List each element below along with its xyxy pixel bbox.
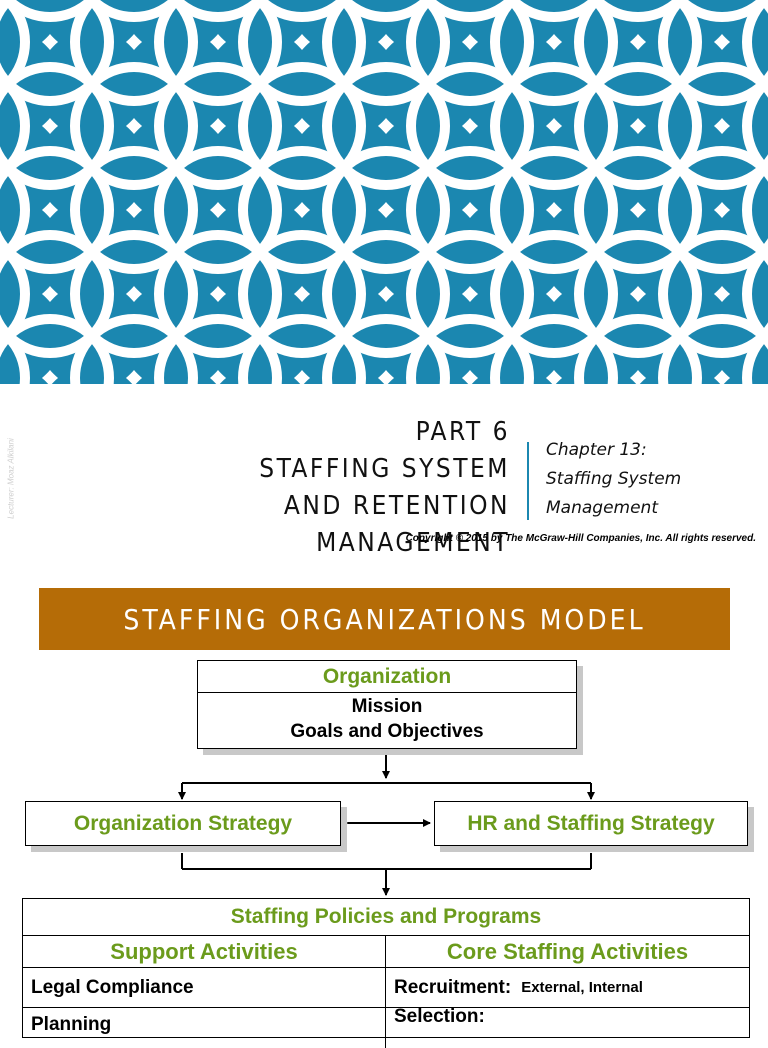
table-header-row bbox=[23, 936, 749, 968]
selection-label: Selection: bbox=[394, 1006, 485, 1027]
recruitment-label: Recruitment: bbox=[394, 976, 512, 998]
support-item-planning: Planning bbox=[23, 1008, 386, 1048]
core-item-selection bbox=[386, 1008, 749, 1048]
core-item-recruitment bbox=[386, 968, 749, 1007]
strategies-to-policies-arrows bbox=[182, 853, 591, 895]
organization-strategy-label: Organization Strategy bbox=[73, 811, 293, 835]
recruitment-detail: External, Internal bbox=[521, 979, 643, 996]
policies-title: Staffing Policies and Programs bbox=[230, 905, 542, 928]
model-title: STAFFING ORGANIZATIONS MODEL bbox=[123, 602, 646, 636]
hr-staffing-strategy-box bbox=[434, 801, 748, 846]
table-title-row bbox=[23, 899, 749, 936]
table-row bbox=[23, 968, 749, 1008]
org-to-strategies-arrows bbox=[182, 755, 591, 799]
goals-label: Goals and Objectives bbox=[290, 721, 484, 742]
chapter-name-line1: Staffing System bbox=[546, 469, 682, 489]
staffing-policies-table bbox=[22, 898, 750, 1038]
chapter-number: Chapter 13: bbox=[546, 440, 647, 460]
organization-strategy-box bbox=[25, 801, 341, 846]
organization-details bbox=[198, 694, 576, 744]
hr-staffing-strategy-label: HR and Staffing Strategy bbox=[467, 811, 715, 835]
support-item-legal: Legal Compliance bbox=[23, 968, 386, 1007]
title-line-staffing: STAFFING SYSTEM bbox=[259, 454, 510, 484]
organization-heading: Organization bbox=[198, 661, 576, 693]
title-line-retention: AND RETENTION MANAGEMENT bbox=[283, 491, 510, 558]
table-row bbox=[23, 1008, 749, 1048]
copyright-notice: Copyright © 2015 by The McGraw-Hill Companies, Inc. All rights reserved. bbox=[405, 533, 756, 544]
title-line-part: PART 6 bbox=[415, 417, 510, 447]
chapter-name-line2: Management bbox=[546, 498, 658, 518]
core-activities-header: Core Staffing Activities bbox=[446, 938, 689, 964]
organization-box bbox=[197, 660, 577, 749]
lecturer-watermark: Lecturer: Moaz Alkilani bbox=[6, 438, 16, 519]
mission-label: Mission bbox=[351, 696, 423, 717]
support-activities-header: Support Activities bbox=[23, 936, 386, 967]
